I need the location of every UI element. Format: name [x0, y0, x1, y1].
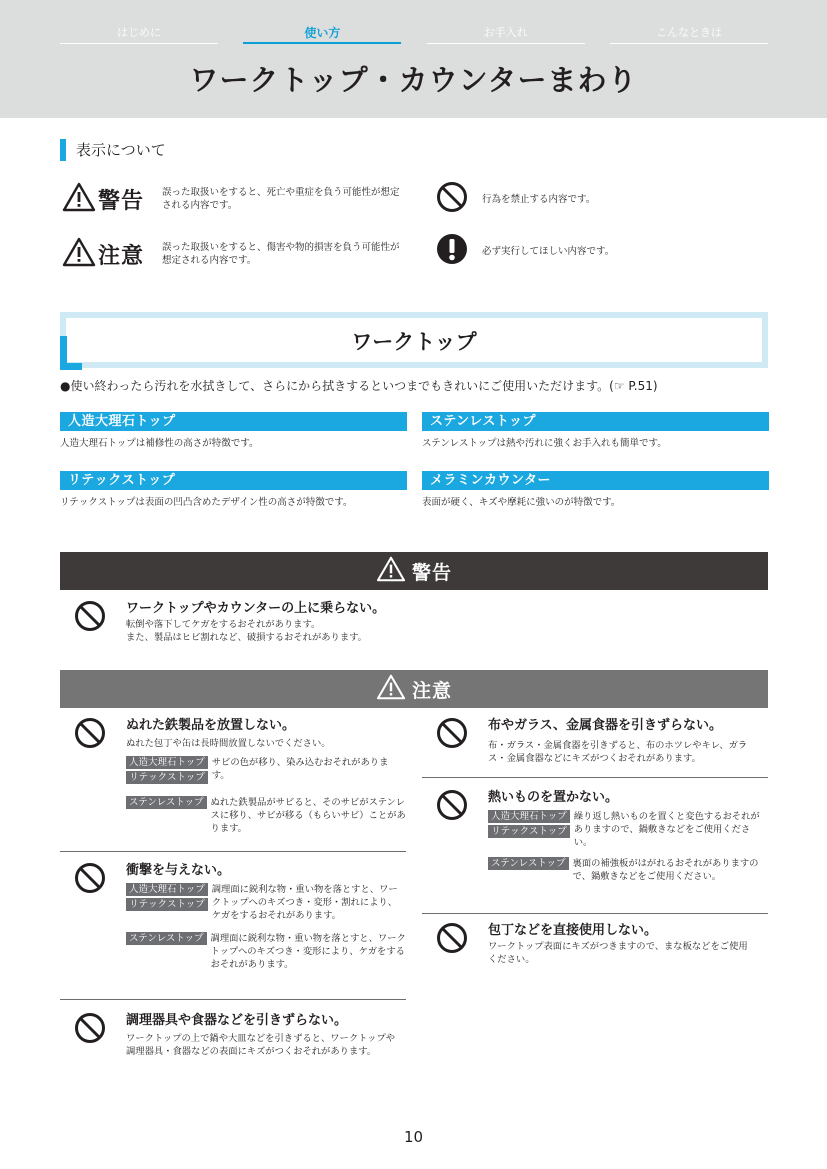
warning-triangle-icon — [62, 182, 96, 216]
tag-text: サビの色が移り、染み込むおそれがあります。 — [211, 757, 389, 781]
tag-text: 調理面に鋭利な物・重い物を落とすと、ワークトップへのキズつき・変形により、ケガをするおそれがあります。 — [210, 933, 406, 970]
prohibit-icon — [74, 600, 106, 636]
tab-troubleshooting[interactable]: こんなときは — [610, 24, 768, 44]
warning-bar-icon — [376, 556, 412, 587]
tag-marble: 人造大理石トップ — [126, 756, 208, 769]
tag-marble: 人造大理石トップ — [488, 810, 570, 823]
tag-stainless: ステンレストップ — [488, 857, 569, 870]
material-desc: ステンレストップは熱や汚れに強くお手入れも簡単です。 — [422, 438, 667, 449]
tag-text: 裏面の補強板がはがれるおそれがありますので、鍋敷きなどをご使用ください。 — [572, 858, 759, 882]
prohibit-icon — [436, 181, 468, 217]
material-desc: リテックストップは表面の凹凸含めたデザイン性の高さが特徴です。 — [60, 497, 353, 508]
divider — [422, 777, 768, 778]
tag-stainless: ステンレストップ — [126, 932, 207, 945]
material-label: メラミンカウンター — [422, 471, 769, 490]
legend-caution — [62, 237, 407, 271]
warning-word: 警告 — [98, 188, 145, 214]
legend-warning — [62, 182, 407, 216]
prohibit-icon — [74, 1012, 106, 1048]
page-title: ワークトップ・カウンターまわり — [189, 63, 638, 97]
tag-retex: リテックストップ — [126, 771, 207, 784]
item-text: ぬれた包丁や缶は長時間放置しないでください。 — [126, 738, 331, 749]
worktop-title-band — [60, 312, 768, 370]
tag-marble: 人造大理石トップ — [126, 883, 208, 896]
tag-text: ぬれた鉄製品がサビると、そのサビがステンレスに移り、サビが移る（もらいサビ）ことがあります。 — [210, 797, 406, 834]
item-title: 衝撃を与えない。 — [126, 863, 231, 878]
warning-desc: 誤った取扱いをすると、死亡や重症を負う可能性が想定される内容です。 — [162, 187, 400, 211]
tab-intro[interactable]: はじめに — [60, 24, 218, 44]
caution-triangle-icon — [62, 237, 96, 271]
tag-stainless: ステンレストップ — [126, 796, 207, 809]
mandatory-desc: 必ず実行してほしい内容です。 — [482, 245, 615, 257]
tag-retex: リテックストップ — [126, 898, 207, 911]
material-retex — [60, 471, 407, 509]
page-number: 10 — [403, 1128, 424, 1146]
page-header — [0, 0, 827, 118]
prohibit-desc: 行為を禁止する内容です。 — [482, 193, 596, 205]
tag-text: 繰り返し熱いものを置くと変色するおそれがありますので、鍋敷きなどをご使用ください。 — [573, 811, 760, 848]
prohibit-icon — [74, 717, 106, 753]
prohibit-icon — [436, 922, 468, 958]
material-marble — [60, 412, 407, 450]
caution-bar-label: 注意 — [411, 679, 452, 702]
caution-desc: 誤った取扱いをすると、傷害や物的損害を負う可能性が想定される内容です。 — [162, 242, 400, 266]
material-label: リテックストップ — [60, 471, 407, 490]
warning-bar-label: 警告 — [411, 561, 452, 584]
legend-mandatory — [436, 233, 742, 269]
material-desc: 人造大理石トップは補修性の高さが特徴です。 — [60, 438, 259, 449]
prohibit-icon — [74, 862, 106, 898]
caution-word: 注意 — [98, 243, 145, 269]
caution-bar-icon — [376, 674, 412, 705]
worktop-title: ワークトップ — [351, 330, 477, 354]
legend-heading: 表示について — [60, 139, 166, 161]
item-title: ワークトップやカウンターの上に乗らない。 — [126, 601, 386, 616]
warning-bar — [60, 552, 768, 590]
material-melamine — [422, 471, 769, 509]
tag-retex: リテックストップ — [488, 825, 569, 838]
material-stainless — [422, 412, 769, 450]
item-text: また、製品はヒビ割れなど、破損するおそれがあります。 — [126, 632, 367, 643]
item-text: 転倒や落下してケガをするおそれがあります。 — [126, 619, 321, 630]
material-label: 人造大理石トップ — [60, 412, 407, 431]
caution-bar — [60, 670, 768, 708]
prohibit-icon — [436, 789, 468, 825]
material-label: ステンレストップ — [422, 412, 769, 431]
divider — [60, 851, 406, 852]
tab-usage[interactable]: 使い方 — [243, 24, 401, 44]
item-title: ぬれた鉄製品を放置しない。 — [126, 718, 296, 733]
item-title: 包丁などを直接使用しない。 — [488, 923, 658, 938]
section-tabs — [60, 24, 768, 44]
item-text: ワークトップ表面にキズがつきますので、まな板などをご使用ください。 — [488, 941, 748, 965]
divider — [60, 999, 406, 1000]
tag-text: 調理面に鋭利な物・重い物を落とすと、ワークトップへのキズつき・変形・割れにより、ケガをするおそれがあります。 — [211, 884, 398, 921]
item-text: 布・ガラス・金属食器を引きずると、布のホツレやキレ、ガラス・金属食器などにキズがつくおそれがあります。 — [488, 740, 748, 764]
worktop-intro: ●使い終わったら汚れを水拭きして、さらにから拭きするといつまでもきれいにご使用いただけます。(☞ P.51) — [60, 379, 658, 393]
legend-prohibit — [436, 181, 742, 217]
item-title: 熱いものを置かない。 — [488, 790, 619, 805]
mandatory-icon — [436, 233, 468, 269]
item-title: 調理器具や食器などを引きずらない。 — [126, 1013, 348, 1028]
material-desc: 表面が硬く、キズや摩耗に強いのが特徴です。 — [422, 497, 621, 508]
divider — [422, 913, 768, 914]
prohibit-icon — [436, 717, 468, 753]
item-title: 布やガラス、金属食器を引きずらない。 — [488, 718, 723, 733]
item-text: ワークトップの上で鍋や大皿などを引きずると、ワークトップや調理器具・食器などの表面にキズがつくおそれがあります。 — [126, 1033, 396, 1057]
tab-care[interactable]: お手入れ — [427, 24, 585, 44]
